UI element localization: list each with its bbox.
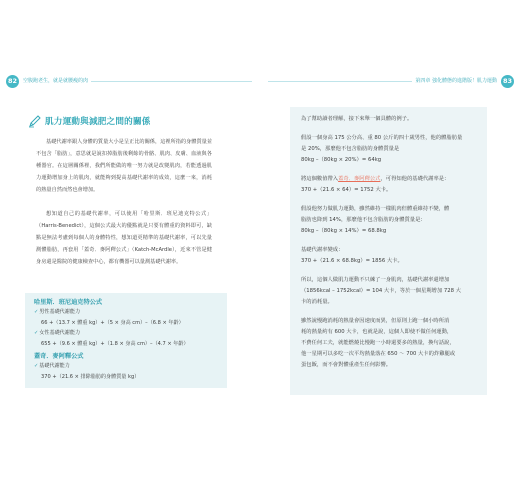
running-head: 空腹跑老生，就是就腰瘦的肉 [20, 77, 91, 84]
example-line: 80kg –（80kg × 14%）= 68.8kg [301, 228, 387, 234]
formula-male: 66 +（13.7 × 體重 kg）+（5 × 身高 cm）–（6.8 × 年齡） [41, 320, 184, 326]
example-line: 假設他努力做肌力運動，雖然維持一樣肌肉但體重維持不變，體 [301, 206, 450, 212]
example-line: 所以，這個人做肌力運動不只練了一身肌肉，基礎代謝率還增加 [301, 277, 450, 283]
example-box [290, 107, 487, 395]
section-heading [28, 114, 151, 128]
example-line: 耗的熱量約有 600 大卡，也就是說，這個人即使不做任何運動， [301, 329, 453, 335]
formula-label-female: ✓女性基礎代謝能力 [34, 330, 81, 336]
example-line: 雖然說慢跑消耗的熱量會因速度而異，但原則上跑一個小時所消 [301, 318, 450, 324]
check-icon: ✓ [34, 309, 39, 315]
example-line: 基礎代謝率變成： [301, 247, 344, 253]
example-line: （1856kcal – 1752kcal）= 104 大卡，等於一個星期增加 728 大 [301, 288, 461, 294]
section-title: 肌力運動與減肥之間的關係 [45, 117, 151, 127]
check-icon: ✓ [34, 363, 39, 369]
example-line: 80kg –（80kg × 20%）= 64kg [301, 157, 382, 163]
page-number: 83 [501, 75, 514, 88]
check-icon: ✓ [34, 330, 39, 336]
formula-title-harris: 哈里斯．班尼迪克特公式 [34, 299, 103, 306]
body-paragraph: 基礎代謝率跟人身體的質量大小是呈正比的關係，這裡所指的身體質量並不包含「脂肪」，意思就是說扣掉脂肪後剩餘的骨骼、肌肉、皮膚、血液與各種器官。在這層關係裡，我們所能做的唯一努力就是改變肌肉，若能透過肌力運動增加身上的肌肉，就能夠到提高基礎代謝率的成效，這麼一來，消耗的熱量自然而然也會增加。 [36, 139, 213, 193]
example-line: 將這個數值帶入蓋奇．麥阿釋公式，可得知他的基礎代謝率是： [301, 176, 450, 182]
example-line: 370 +（21.6 × 68.8kg）= 1856 大卡。 [301, 258, 403, 264]
formula-label-male: ✓男性基礎代謝能力 [34, 309, 81, 315]
formula-label-bmr: ✓基礎代謝能力 [34, 363, 70, 369]
formula-box [25, 293, 227, 388]
example-line: 370 +（21.6 × 64）= 1752 大卡。 [301, 187, 392, 193]
body-paragraph: 想知道自己的基礎代謝率，可以使用「哈里斯．班尼迪克特公式」（Harris-Benedict），這個公式最大的優點就是只要有體重的資料即可，缺點是無法考慮到每個人的身體特性，想知道更精準的基礎代謝率，可以先量測體脂肪，再套用「蓋奇．麥阿釋公式」（Katch-McArdle），近來不管是健身房還是醫院的健康檢查中心，都有機器可以量測基礎代謝率。 [36, 211, 212, 265]
formula-bmr: 370 +（21.6 × 排除脂肪的身體質量 kg） [41, 374, 140, 380]
formula-female: 655 +（9.6 × 體重 kg）+（1.8 × 身高 cm）–（4.7 × 年齡） [41, 341, 189, 347]
example-line: 不費任何工夫，就能燃燒比慢跑一小時還要多的熱量，換句話說， [301, 340, 455, 346]
pencil-icon [28, 114, 42, 128]
example-line: 脂肪也降到 14%，那麼他不包含脂肪的身體質量是： [301, 217, 426, 223]
page-number: 82 [6, 75, 19, 88]
example-line: 為了幫助讀者理解，接下來舉一個具體的例子。 [301, 116, 413, 122]
running-head: 第四章 強化體態的進階版！肌力運動 [412, 77, 500, 84]
formula-title-katch: 蓋奇．麥阿釋公式 [34, 353, 84, 360]
example-line: 是 20%，那麼他不包含脂肪的身體質量是 [301, 146, 400, 152]
example-line: 他一星期可以多吃一次平均熱量落在 650 ～ 700 大卡的炸雞腿或 [301, 351, 456, 357]
example-line: 蛋包飯，而不會對體重產生任何影響。 [301, 362, 392, 368]
example-line: 假設一個身高 175 公分高、重 80 公斤的四十歲男性，他的體脂肪量 [301, 135, 463, 141]
example-line: 卡的消耗量。 [301, 299, 333, 305]
right-page [260, 0, 520, 500]
highlight-term: 蓋奇．麥阿釋公式 [338, 176, 381, 182]
